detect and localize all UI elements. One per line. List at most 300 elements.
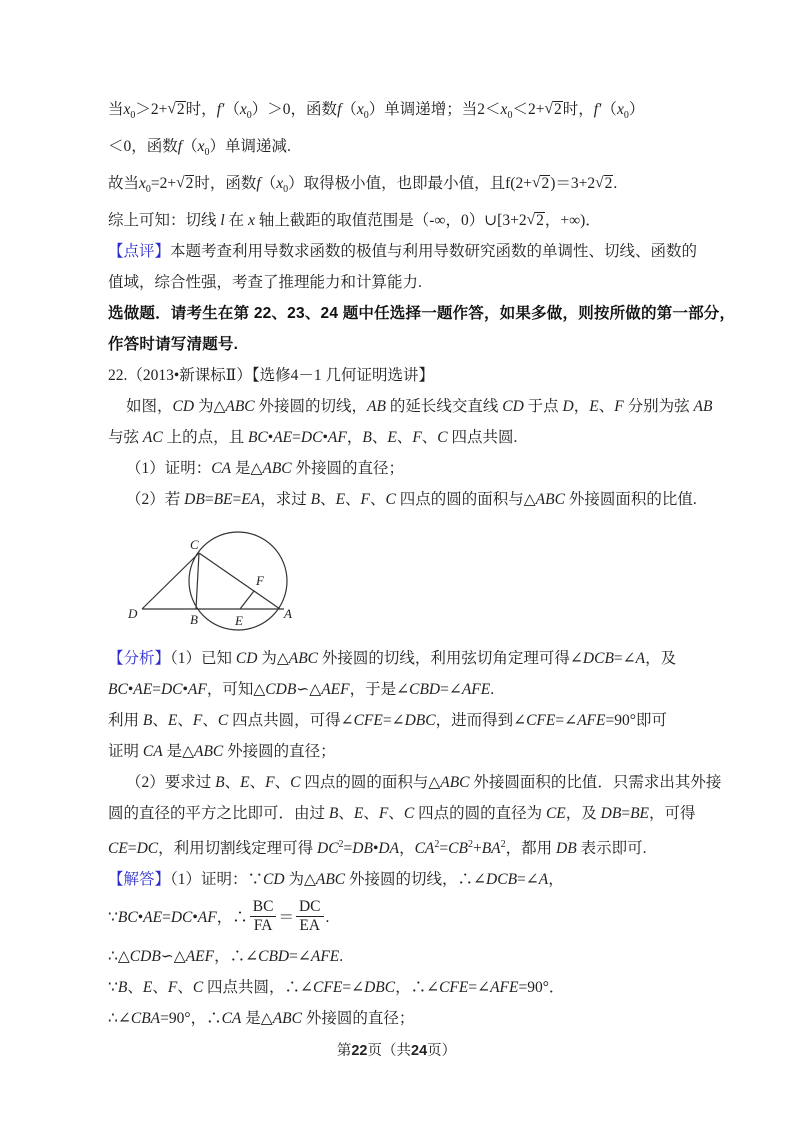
text-segment: 0 [145,184,151,195]
text-segment: AB [367,398,386,415]
text-segment: 当 [108,101,124,118]
text-segment: x [123,101,131,118]
text-segment: 四点的圆的面积与△ [395,491,536,508]
text-segment: 页） [427,1043,457,1059]
circle-triangle-diagram [124,521,344,639]
text-segment: （1）证明：∵ [170,871,264,888]
text-line [108,360,728,391]
text-segment: ABC [440,774,470,791]
document-body [108,94,736,1034]
text-segment: =∠ [613,650,636,667]
text-segment: 23 [287,305,305,322]
point-label-F: F [256,573,264,588]
text-segment: CA [414,840,435,857]
text-segment: CD [172,398,195,415]
text-segment: 是△ [162,743,194,760]
sqrt-radical: √2 [526,211,544,229]
text-segment: DA [378,840,400,857]
text-segment: DB [600,805,622,822]
text-segment: x [356,101,364,118]
text-segment: B [215,774,225,791]
text-segment: 0 [623,110,629,121]
text-segment: 0 [283,184,289,195]
text-segment: E [142,979,153,996]
text-segment: =∠ [440,681,462,698]
text-segment: BE [213,491,233,508]
text-segment: F [412,429,422,446]
text-segment: AFE [490,979,519,996]
text-segment: DCB [486,871,518,888]
text-segment: ＜2+ [512,101,545,118]
text-segment: =90°． [518,979,565,996]
text-segment: C [403,805,415,822]
text-segment: F [192,712,203,729]
text-segment: BE [630,805,650,822]
text-segment: =∠ [517,871,539,888]
text-segment: CD [235,650,258,667]
text-segment: x [239,101,247,118]
text-segment: x [197,138,205,155]
text-segment: 于点 [523,398,563,415]
text-segment: x [276,175,284,192]
text-segment: 外接圆的直径； [301,1010,415,1027]
fraction: $\frac{BC}{FA}$ [250,898,277,935]
text-segment: 是△ [241,1010,273,1027]
text-segment: 为△ [194,398,226,415]
text-segment: 利用 [108,712,143,729]
text-segment: AB [693,398,713,415]
text-segment: + [472,840,482,857]
text-segment: ，及 [565,805,601,822]
text-segment: 综上可知：切线 [108,212,221,229]
text-segment: ∽△ [296,681,322,698]
text-segment: ABC [315,871,346,888]
text-segment: CFE [353,712,383,729]
text-segment: 2 [467,839,473,850]
text-segment: 、 [345,491,361,508]
text-segment: AF [327,429,347,446]
text-segment: 外接圆面积的比值. [564,491,697,508]
point-label-B: B [190,612,198,627]
text-segment: DB [352,840,373,857]
point-label-C: C [190,537,199,552]
text-segment: ，求过 [260,491,311,508]
line-DC-tangent [142,553,199,609]
text-segment: )＝3+2 [550,175,596,192]
text-line [108,453,728,484]
page-number-footer [0,1039,793,1060]
text-segment: 时， [562,101,594,118]
text-segment: 、 [598,398,615,415]
text-segment: DCB [582,650,614,667]
text-segment: A [538,871,549,888]
text-segment: 22 [351,1043,368,1059]
text-segment: F [167,979,178,996]
text-segment: C [437,429,448,446]
text-segment: 四点共圆，∴∠ [203,979,314,996]
text-segment: x [139,175,146,192]
text-segment: ，+∞)． [544,212,601,229]
text-segment: AF [187,681,207,698]
text-segment: BC [247,429,268,446]
text-segment: AF [197,909,217,926]
text-segment: =∠ [342,979,365,996]
text-segment: 、 [127,979,143,996]
text-segment: ， [548,871,564,888]
text-segment: F [360,491,371,508]
text-segment: 上的点，且 [162,429,248,446]
text-segment: = [152,681,161,698]
text-segment: 0 [204,147,210,158]
text-segment: 、 [224,774,241,791]
text-segment: f′ [216,101,225,118]
text-segment: DC [300,429,323,446]
sqrt-radical: √2 [595,174,613,192]
text-segment: x [247,212,255,229]
text-segment: 、 [202,712,218,729]
text-segment: • [267,429,274,446]
text-line [108,736,728,767]
text-segment: 为△ [284,871,316,888]
text-segment: = [292,429,301,446]
text-segment: 、 [421,429,438,446]
text-segment: 轴上截距的取值范围是（-∞，0）∪[3+2 [254,212,527,229]
text-segment: ＝ [278,909,294,926]
text-segment: CE [108,840,128,857]
text-segment: 选做题．请考生在第 [108,305,254,322]
text-segment: 作答时请写清题号. [108,336,239,353]
text-segment: AE [143,909,163,926]
text-segment: 外接圆的切线，利用弦切角定理可得∠ [318,650,583,667]
text-segment: f′ [593,101,602,118]
text-segment: 、 [371,429,388,446]
text-segment: 为△ [257,650,289,667]
text-segment: ∴∠ [108,1010,131,1027]
text-line [108,422,728,453]
text-segment: E [240,774,250,791]
text-segment: ∵ [108,909,118,926]
text-segment: 、 [304,305,321,322]
text-segment: BC [108,681,128,698]
text-segment: 分别为弦 [623,398,694,415]
sqrt-radical: √2 [167,100,185,118]
text-segment: =∠ [468,979,491,996]
text-segment: AE [273,429,293,446]
text-segment: 时， [185,101,217,118]
text-segment: 0 [507,110,513,121]
text-segment: 在 [224,212,248,229]
text-segment: DBC [404,712,436,729]
text-segment: ， [346,429,363,446]
text-segment: ） [628,101,645,118]
text-line [108,895,728,941]
text-segment: CFE [439,979,469,996]
text-segment: CB [448,840,468,857]
text-segment: 、 [177,712,193,729]
text-segment: ∽△ [160,948,186,965]
text-segment: 、 [396,429,413,446]
text-segment: ABC [194,743,224,760]
text-segment: DC [170,909,193,926]
text-segment: ，进而得到∠ [435,712,527,729]
text-segment: （2）若 [126,491,185,508]
text-segment: 表示即可. [576,840,647,857]
text-segment: 、 [320,491,336,508]
text-segment: =∠ [382,712,405,729]
text-segment: DC [136,840,159,857]
text-segment: 2 [338,839,344,850]
text-segment: 本题考查利用导数求函数的极值与利用导数研究函数的单调性、切线、函数的 [170,243,698,260]
text-segment: ，及 [645,650,677,667]
text-segment: （1）已知 [170,650,236,667]
text-segment: CBA [130,1010,161,1027]
text-segment: 0 [363,110,369,121]
text-segment: 22 [253,305,272,322]
text-segment: DC [317,840,339,857]
text-segment: ，都用 [505,840,557,857]
text-segment: 、 [338,805,354,822]
text-line [108,168,728,205]
text-segment: CA [221,1010,242,1027]
text-segment: CD [502,398,524,415]
text-segment: CE [545,805,566,822]
text-segment: 2 [434,839,440,850]
text-segment: AFE [577,712,606,729]
text-segment: ABC [535,491,565,508]
line-EF [240,591,254,609]
text-line [108,205,728,236]
text-segment: 【分析】 [108,650,171,667]
text-segment: AFE [310,948,340,965]
text-segment: ，∴∠ [214,948,259,965]
sqrt-radical: √2 [544,100,562,118]
text-segment: （ [182,138,198,155]
text-segment: = [439,840,449,857]
text-segment: ，利用切割线定理可得 [158,840,317,857]
text-segment: • [182,681,188,698]
text-line [108,972,728,1003]
text-segment: 0 [246,110,252,121]
text-segment: . [613,175,618,192]
text-segment: =90°，∴ [160,1010,222,1027]
text-segment: ABC [288,650,319,667]
text-segment: . [325,909,330,926]
text-segment: 24 [411,1043,428,1059]
text-segment: C [217,712,229,729]
text-segment: 证明 [108,743,143,760]
text-segment: DBC [364,979,396,996]
text-segment: 、 [363,805,379,822]
text-segment: （ [601,101,617,118]
text-segment: E [335,491,346,508]
text-segment: AEF [321,681,350,698]
text-segment: （ [224,101,240,118]
text-segment: AC [142,429,163,446]
text-segment: B [328,805,339,822]
text-segment: CDB [129,948,161,965]
text-segment: B [117,979,128,996]
text-segment: ，于是∠ [349,681,410,698]
text-segment: （2）要求过 [126,774,216,791]
text-segment: 0 [130,110,136,121]
text-segment: 时，函数 [194,175,257,192]
text-segment: 四点共圆. [447,429,518,446]
text-segment: 外接圆的直径； [223,743,336,760]
text-segment: ∵ [108,979,118,996]
text-segment: B [310,491,321,508]
text-segment: DC [160,681,183,698]
text-line [108,674,728,705]
text-segment: = [127,840,137,857]
line-CA [199,553,280,609]
text-segment: ∴△ [108,948,130,965]
text-segment: 、 [271,305,288,322]
text-segment: CD [263,871,285,888]
text-segment: 2 [500,839,506,850]
text-segment: 【解答】 [108,871,171,888]
text-segment: CFE [313,979,343,996]
text-segment: ）取得极小值，也即最小值，且f(2+ [288,175,532,192]
text-segment: =2+ [150,175,177,192]
text-line [108,1003,728,1034]
text-segment: ，∴∠ [395,979,440,996]
text-segment: ， [573,398,590,415]
text-segment: 、 [388,805,404,822]
text-segment: CBD [409,681,441,698]
text-segment: ， [399,840,415,857]
text-segment: =90°即可 [605,712,667,729]
text-segment: A [635,650,646,667]
text-line [108,94,728,131]
text-segment: EA [241,491,261,508]
text-segment: 外接圆面积的比值．只需求出其外接 [469,774,722,791]
text-segment: BC [117,909,138,926]
text-segment: DB [556,840,577,857]
text-segment: F [614,398,624,415]
text-segment: F [265,774,275,791]
sqrt-radical: √2 [176,174,194,192]
text-segment: 【点评】 [108,243,171,260]
text-segment: . [339,948,344,965]
text-segment: ABC [272,1010,302,1027]
point-label-E: E [235,613,243,628]
text-segment: ）单调递减. [209,138,291,155]
text-segment: 四点的圆的面积与△ [300,774,441,791]
text-segment: • [372,840,379,857]
geometry-figure [124,521,344,639]
text-segment: C [192,979,204,996]
text-segment: CBD [258,948,290,965]
text-segment: 、 [152,712,168,729]
text-segment: E [353,805,364,822]
text-segment: 值域，综合性强，考查了推理能力和计算能力. [108,274,422,291]
text-segment: F [378,805,389,822]
text-segment: 四点共圆，可得∠ [228,712,354,729]
text-segment: C [385,491,396,508]
text-segment: C [290,774,301,791]
text-segment: 圆的直径的平方之比即可．由过 [108,805,329,822]
text-segment: ABC [262,460,292,477]
text-segment: 、 [177,979,193,996]
text-segment: CA [142,743,163,760]
text-segment: f [256,175,261,192]
text-segment: B [142,712,153,729]
text-segment: （ [341,101,357,118]
text-segment: AEF [185,948,215,965]
text-segment: 如图， [126,398,173,415]
text-segment: 22.（2013•新课标Ⅱ）【选修4－1 几何证明选讲】 [108,367,434,384]
text-line [108,298,736,329]
text-segment: = [204,491,214,508]
text-segment: 的延长线交直线 [385,398,503,415]
text-segment: CA [211,460,232,477]
text-segment: 四点的圆的直径为 [414,805,546,822]
text-segment: ＜0，函数 [108,138,178,155]
text-segment: AFE [461,681,491,698]
text-segment: ，可知△ [206,681,266,698]
text-line [108,829,728,864]
text-segment: ，∴ [216,909,248,926]
text-segment: = [162,909,171,926]
text-segment: 、 [249,774,266,791]
text-segment: 题中任选择一题作答，如果多做，则按所做的第一部分， [338,305,736,322]
text-segment: 与弦 [108,429,143,446]
text-segment: E [167,712,178,729]
text-line [108,236,728,267]
text-segment: = [343,840,353,857]
text-line [108,864,728,895]
text-segment: x [616,101,624,118]
text-segment: ，可得 [649,805,696,822]
text-segment: 外接圆的切线，∴∠ [345,871,487,888]
text-segment: =∠ [289,948,311,965]
text-segment: B [362,429,372,446]
text-segment: 、 [274,774,291,791]
text-segment: E [589,398,599,415]
text-segment: ）单调递增；当2＜ [368,101,501,118]
text-segment: （1）证明： [126,460,212,477]
text-segment: 故当 [108,175,140,192]
text-segment: 外接圆的直径； [291,460,405,477]
text-segment: 、 [152,979,168,996]
text-segment: • [137,909,144,926]
text-segment: 24 [320,305,339,322]
sqrt-radical: √2 [531,174,550,192]
text-segment: f [337,101,342,118]
text-segment: （ [260,175,277,192]
line-CB [196,553,199,609]
text-line [108,941,728,972]
text-line [108,391,728,422]
text-segment: • [322,429,328,446]
text-line [108,798,728,829]
text-segment: 是△ [231,460,263,477]
text-segment: ＞2+ [135,101,168,118]
text-segment: f [177,138,183,155]
point-label-A: A [284,606,292,621]
text-segment: 、 [370,491,386,508]
text-segment: AE [133,681,153,698]
text-line [108,767,728,798]
text-segment: ABC [225,398,255,415]
text-line [108,484,728,515]
text-line [108,267,728,298]
text-segment: DB [184,491,205,508]
text-segment: ）＞0，函数 [251,101,338,118]
text-segment: . [490,681,495,698]
text-segment: • [192,909,198,926]
text-segment: • [127,681,134,698]
